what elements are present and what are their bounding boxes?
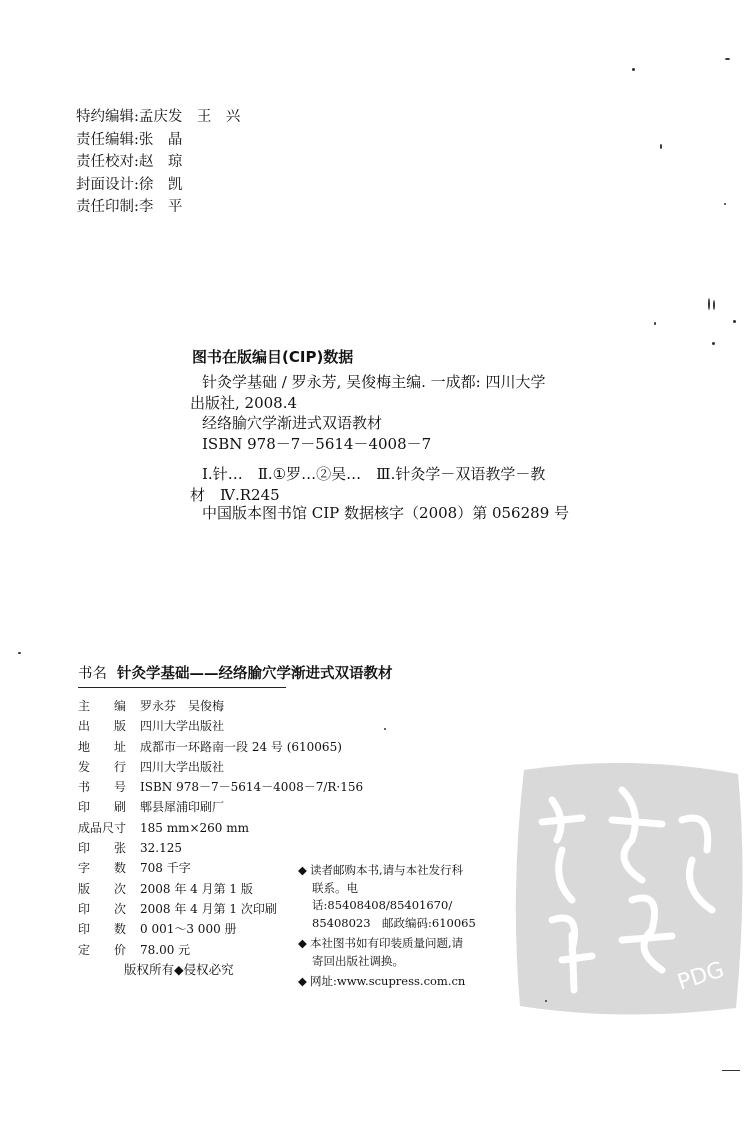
spec-value: 罗永芬 吴俊梅 <box>140 699 225 713</box>
diamond-bullet-icon: ◆ <box>298 974 307 988</box>
note-text: 85408023 邮政编码:610065 <box>312 915 476 930</box>
scan-speck <box>724 203 726 205</box>
editor-credits <box>76 106 240 219</box>
book-title-label: 书名 <box>78 666 107 682</box>
svg-text:PDG: PDG <box>674 957 728 996</box>
spec-row <box>78 818 363 838</box>
cip-line: ISBN 978－7－5614－4008－7 <box>202 434 432 453</box>
spec-row <box>78 696 363 716</box>
scan-speck <box>733 320 736 323</box>
spec-label: 出 版 <box>78 719 127 734</box>
credit-label: 责任印制 <box>76 199 134 215</box>
note-text: 网址:www.scupress.com.cn <box>310 974 466 988</box>
diamond-bullet-icon: ◆ <box>298 863 307 877</box>
spec-row <box>78 716 363 736</box>
spec-label: 发 行 <box>78 759 127 774</box>
spec-label: 书 号 <box>78 780 127 795</box>
cip-record <box>190 372 580 505</box>
credit-value: 赵 琼 <box>138 154 183 170</box>
note-item <box>298 862 488 932</box>
spec-value: 四川大学出版社 <box>140 719 225 734</box>
spec-row <box>78 797 363 817</box>
book-title-line <box>78 662 393 683</box>
spec-label: 定 价 <box>78 942 127 957</box>
title-rule <box>78 687 286 688</box>
cip-line: 出版社, 2008.4 <box>190 393 298 412</box>
copyright-notice: 版权所有◆侵权必究 <box>124 962 234 977</box>
credit-label: 特约编辑 <box>76 109 134 125</box>
cip-subjects: Ⅰ.针… Ⅱ.①罗…②吴… Ⅲ.针灸学－双语教学－教 <box>202 465 546 483</box>
spec-value: 2008 年 4 月第 1 次印刷 <box>140 901 277 916</box>
spec-label: 字 数 <box>78 861 127 876</box>
credit-value: 孟庆发 王 兴 <box>138 109 241 125</box>
spec-row <box>78 737 363 757</box>
credit-label: 责任编辑 <box>76 131 134 148</box>
note-text: 寄回出版社调换。 <box>312 953 404 968</box>
note-item <box>298 935 488 970</box>
scan-speck <box>654 322 656 325</box>
spec-value: 四川大学出版社 <box>140 759 225 774</box>
spec-value: ISBN 978－7－5614－4008－7/R·156 <box>140 780 364 795</box>
book-title: 针灸学基础——经络腧穴学渐进式双语教材 <box>117 666 393 682</box>
spec-value: 708 千字 <box>140 861 191 876</box>
spec-label: 印 数 <box>78 922 127 937</box>
credit-special-editor: 特约编辑:孟庆发 王 兴 <box>76 109 241 125</box>
diamond-bullet-icon: ◆ <box>298 936 307 950</box>
spec-value: 郫县犀浦印刷厂 <box>140 800 225 815</box>
spec-label: 版 次 <box>78 881 127 896</box>
pdg-stamp-icon <box>512 760 744 1020</box>
scan-speck <box>725 58 730 60</box>
spec-value: 185 mm×260 mm <box>140 820 250 835</box>
cip-line: 针灸学基础 / 罗永芳, 吴俊梅主编. 一成都: 四川大学 <box>202 373 546 391</box>
credit-responsible-editor: 责任编辑:张 晶 <box>76 131 183 148</box>
scan-speck <box>713 300 715 310</box>
spec-label: 印 次 <box>78 901 127 916</box>
scan-speck <box>18 652 21 654</box>
spec-label: 印 张 <box>78 841 127 856</box>
note-item <box>298 973 488 991</box>
note-text: 读者邮购本书,请与本社发行科 <box>310 863 464 877</box>
scan-speck <box>660 144 662 149</box>
pdg-stamp <box>512 760 744 1024</box>
credit-proofreader: 责任校对:赵 琼 <box>76 154 183 170</box>
cip-line: 经络腧穴学渐进式双语教材 <box>202 414 383 432</box>
cip-core-number: 中国版本图书馆 CIP 数据核字（2008）第 056289 号 <box>202 504 570 522</box>
credit-printing: 责任印制:李 平 <box>76 199 183 215</box>
spec-label: 主 编 <box>78 699 127 713</box>
note-text: 联系。电 话:85408408/85401670/ <box>312 880 453 912</box>
credit-value: 徐 凯 <box>138 176 183 193</box>
publisher-notes <box>298 862 488 994</box>
spec-row <box>78 838 363 858</box>
credit-cover-design: 封面设计:徐 凯 <box>76 176 183 193</box>
scan-speck <box>632 68 635 71</box>
spec-value: 32.125 <box>140 841 182 856</box>
spec-value: 0 001～3 000 册 <box>140 922 237 937</box>
spec-row <box>78 777 363 797</box>
scan-speck <box>722 1070 740 1071</box>
spec-label: 地 址 <box>78 739 127 754</box>
cip-heading: 图书在版编目(CIP)数据 <box>192 348 354 366</box>
spec-label: 成品尺寸 <box>78 820 127 835</box>
spec-value: 78.00 元 <box>140 942 191 957</box>
scan-speck <box>545 1000 547 1002</box>
note-text: 本社图书如有印装质量问题,请 <box>310 936 464 950</box>
scan-speck <box>708 298 710 310</box>
spec-value: 成都市一环路南一段 24 号 (610065) <box>140 739 342 754</box>
scan-speck <box>384 728 386 730</box>
credit-value: 李 平 <box>138 199 183 215</box>
credit-label: 封面设计 <box>76 176 134 193</box>
credit-value: 张 晶 <box>138 131 183 148</box>
scan-speck <box>712 342 715 345</box>
spec-row <box>78 757 363 777</box>
cip-subjects-cont: 材 Ⅳ.R245 <box>190 485 280 504</box>
spec-value: 2008 年 4 月第 1 版 <box>140 881 253 896</box>
credit-label: 责任校对 <box>76 154 134 170</box>
spec-label: 印 刷 <box>78 800 127 815</box>
